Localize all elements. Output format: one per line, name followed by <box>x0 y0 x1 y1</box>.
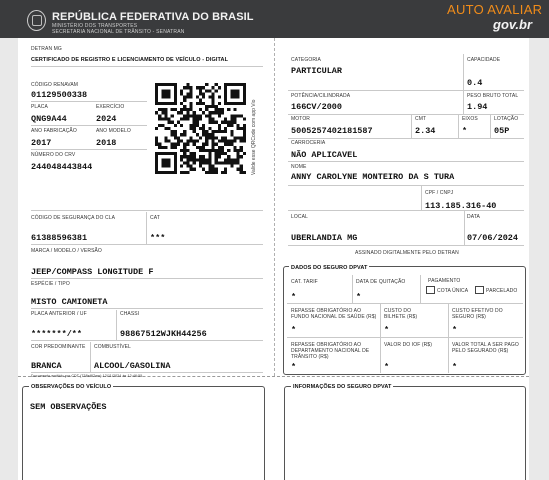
data-quitacao-value: * <box>356 292 362 302</box>
cor-value: BRANCA <box>31 361 62 371</box>
observacoes-value: SEM OBSERVAÇÕES <box>30 402 107 412</box>
cota-unica-label: COTA ÚNICA <box>437 288 469 294</box>
capacidade-value: 0.4 <box>467 78 483 88</box>
categoria-value: PARTICULAR <box>291 66 343 76</box>
cat-tarif-value: * <box>291 292 297 302</box>
ano-fabricacao-label: ANO FABRICAÇÃO <box>31 128 77 134</box>
local-value: UBERLANDIA MG <box>291 233 358 243</box>
ano-modelo-value: 2018 <box>96 138 117 148</box>
chassi-value: 98867512WJKH44256 <box>120 329 207 339</box>
lotacao-label: LOTAÇÃO <box>494 116 519 122</box>
especie-value: MISTO CAMIONETA <box>31 297 108 307</box>
govbr-logo: gov.br <box>493 17 533 32</box>
dpvat-panel <box>283 266 526 375</box>
repasse-sus-label: REPASSE OBRIGATÓRIO AO FUNDO NACIONAL DE SAÚDE (R$) <box>291 308 377 320</box>
renavam-value: 01129500338 <box>31 90 88 100</box>
cota-unica-checkbox[interactable] <box>426 286 435 294</box>
center-fold-line <box>274 38 275 376</box>
marca-label: MARCA / MODELO / VERSÃO <box>31 248 102 254</box>
placa-anterior-value: *******/** <box>31 329 83 339</box>
document-title: CERTIFICADO DE REGISTRO E LICENCIAMENTO DE VEÍCULO - DIGITAL <box>31 57 229 63</box>
cpf-label: CPF / CNPJ <box>425 190 454 196</box>
nome-label: NOME <box>291 164 307 170</box>
crv-label: NÚMERO DO CRV <box>31 152 76 158</box>
ano-modelo-label: ANO MODELO <box>96 128 131 134</box>
custo-bilhete-value: * <box>384 325 390 335</box>
cmt-value: 2.34 <box>415 126 436 136</box>
qr-code[interactable] <box>155 83 246 174</box>
qr-modules <box>155 83 246 174</box>
carroceria-label: CARROCERIA <box>291 140 326 146</box>
capacidade-label: CAPACIDADE <box>467 57 501 63</box>
potencia-value: 166CV/2000 <box>291 102 343 112</box>
data-label: DATA <box>467 214 480 220</box>
data-value: 07/06/2024 <box>467 233 519 243</box>
header-bar <box>0 0 549 38</box>
autoavaliar-logo: AUTO AVALIAR <box>447 2 543 17</box>
pagamento-label: PAGAMENTO <box>428 278 461 284</box>
repasse-sus-value: * <box>291 325 297 335</box>
qr-validate-note: Valide esse QRCode com app Vio <box>251 99 257 175</box>
cla-value: 61388596381 <box>31 233 88 243</box>
parcelado-checkbox[interactable] <box>475 286 484 294</box>
issuance-footnote: Documento emitido por CDT (738ef87am) 12/11/2024 às 12:46:55. <box>31 374 144 378</box>
repasse-dnt-value: * <box>291 362 297 372</box>
motor-value: 5005257402181587 <box>291 126 373 136</box>
custo-bilhete-label: CUSTO DO BILHETE (R$) <box>384 308 418 320</box>
brasil-emblem-icon <box>27 10 46 31</box>
custo-efetivo-label: CUSTO EFETIVO DO SEGURO (R$) <box>452 308 503 320</box>
cat-label: CAT <box>150 215 160 221</box>
data-quitacao-label: DATA DE QUITAÇÃO <box>356 279 406 285</box>
custo-efetivo-value: * <box>452 325 458 335</box>
dpvat-title: DADOS DO SEGURO DPVAT <box>291 265 368 271</box>
placa-anterior-label: PLACA ANTERIOR / UF <box>31 311 87 317</box>
agency-label: DETRAN MG <box>31 46 62 52</box>
local-label: LOCAL <box>291 214 308 220</box>
repasse-dnt-label: REPASSE OBRIGATÓRIO AO DEPARTAMENTO NACIONAL DE TRÂNSITO (R$) <box>291 342 370 360</box>
lotacao-value: 05P <box>494 126 510 136</box>
ano-fabricacao-value: 2017 <box>31 138 52 148</box>
secretariat-line: SECRETARIA NACIONAL DE TRÂNSITO - SENATRAN <box>52 29 185 35</box>
chassi-label: CHASSI <box>120 311 140 317</box>
carroceria-value: NÃO APLICAVEL <box>291 150 358 160</box>
placa-value: QNG9A44 <box>31 114 67 124</box>
cor-label: COR PREDOMINANTE <box>31 344 86 350</box>
observacoes-title: OBSERVAÇÕES DO VEÍCULO <box>31 384 112 390</box>
peso-value: 1.94 <box>467 102 488 112</box>
placa-label: PLACA <box>31 104 48 110</box>
eixos-value: * <box>462 126 468 136</box>
cat-tarif-label: CAT. TARIF <box>291 279 318 285</box>
cla-label: CÓDIGO DE SEGURANÇA DO CLA <box>31 215 116 221</box>
marca-value: JEEP/COMPASS LONGITUDE F <box>31 267 154 277</box>
combustivel-value: ALCOOL/GASOLINA <box>94 361 171 371</box>
cpf-value: 113.185.316-40 <box>425 201 497 211</box>
exercicio-value: 2024 <box>96 114 117 124</box>
eixos-label: EIXOS <box>462 116 478 122</box>
crv-value: 244048443844 <box>31 162 93 172</box>
signature-note: ASSINADO DIGITALMENTE PELO DETRAN <box>355 250 459 256</box>
ministry-line: MINISTÉRIO DOS TRANSPORTES <box>52 23 138 29</box>
renavam-label: CÓDIGO RENAVAM <box>31 82 79 88</box>
potencia-label: POTÊNCIA/CILINDRADA <box>291 93 351 99</box>
motor-label: MOTOR <box>291 116 311 122</box>
republic-title: REPÚBLICA FEDERATIVA DO BRASIL <box>52 11 254 23</box>
valor-total-value: * <box>452 362 458 372</box>
combustivel-label: COMBUSTÍVEL <box>94 344 131 350</box>
iof-label: VALOR DO IOF (R$) <box>384 342 433 348</box>
peso-label: PESO BRUTO TOTAL <box>467 93 519 99</box>
info-dpvat-panel <box>284 386 526 480</box>
parcelado-label: PARCELADO <box>486 288 518 294</box>
info-dpvat-title: INFORMAÇÕES DO SEGURO DPVAT <box>293 384 392 390</box>
nome-value: ANNY CAROLYNE MONTEIRO DA S TURA <box>291 172 455 182</box>
especie-label: ESPÉCIE / TIPO <box>31 281 70 287</box>
categoria-label: CATEGORIA <box>291 57 321 63</box>
iof-value: * <box>384 362 390 372</box>
cat-value: *** <box>150 233 166 243</box>
cmt-label: CMT <box>415 116 427 122</box>
crlv-document <box>18 38 529 480</box>
exercicio-label: EXERCÍCIO <box>96 104 125 110</box>
valor-total-label: VALOR TOTAL A SER PAGO PELO SEGURADO (R$) <box>452 342 519 354</box>
observacoes-panel <box>22 386 265 480</box>
